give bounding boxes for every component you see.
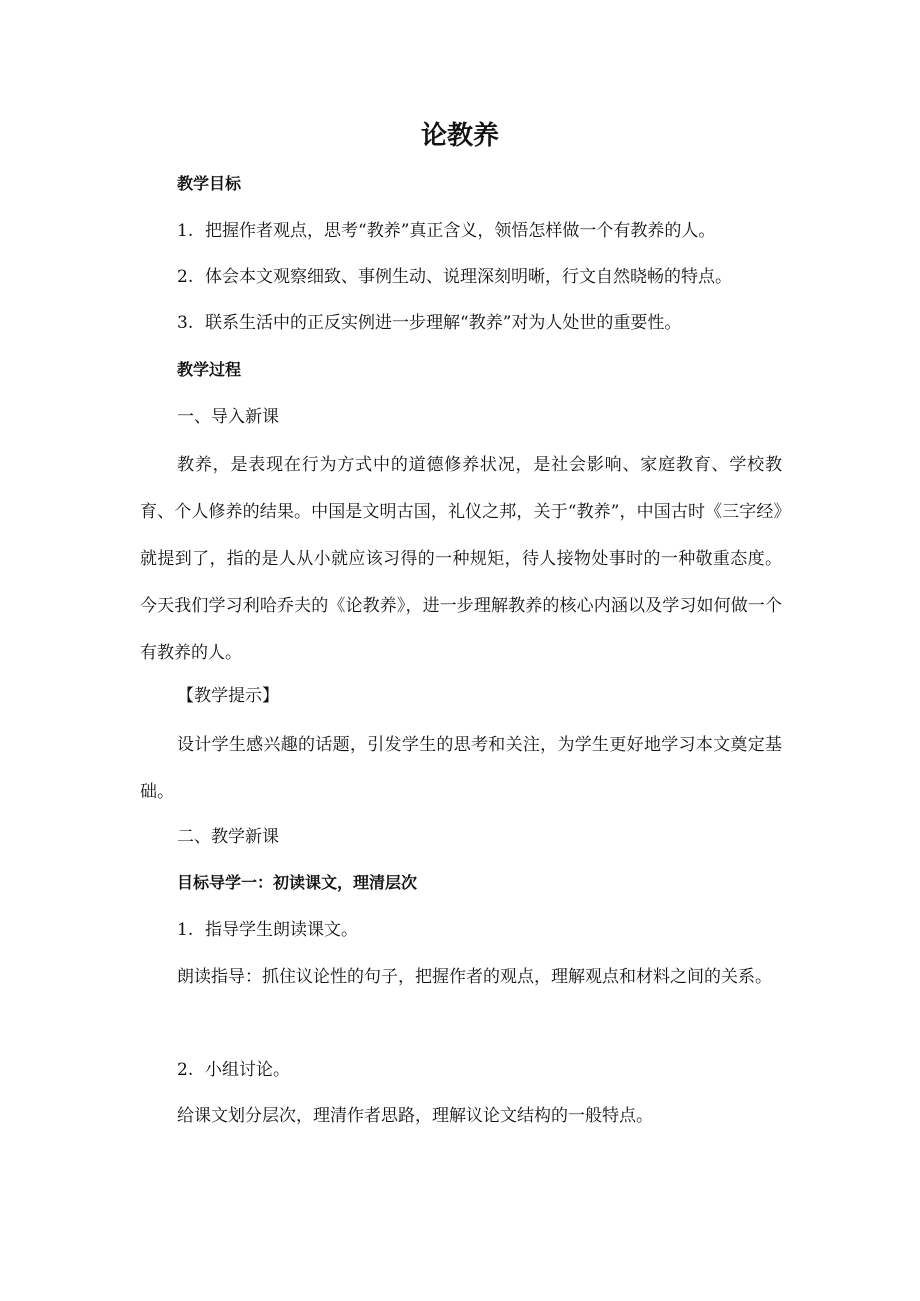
goal-text: 把握作者观点，思考“教养”真正含义，领悟怎样做一个有教养的人。 xyxy=(205,221,716,241)
tip-paragraph: 设计学生感兴趣的话题，引发学生的思考和关注，为学生更好地学习本文奠定基础。 xyxy=(140,735,782,802)
goal-number: 3. xyxy=(177,313,194,333)
goal-item xyxy=(177,309,681,337)
goal-item xyxy=(177,263,732,291)
step-text: 指导学生朗读课文。 xyxy=(205,920,358,940)
part2-heading: 二、教学新课 xyxy=(177,827,279,847)
process-heading: 教学过程 xyxy=(177,360,242,379)
tip-label: 【教学提示】 xyxy=(177,686,279,706)
reading-guide-paragraph: 朗读指导：抓住议论性的句子，把握作者的观点，理解观点和材料之间的关系。 xyxy=(177,967,772,987)
goals-heading: 教学目标 xyxy=(177,174,242,193)
goal-text: 体会本文观察细致、事例生动、说理深刻明晰，行文自然晓畅的特点。 xyxy=(205,267,732,287)
document-title: 论教养 xyxy=(420,121,499,151)
goal-item xyxy=(177,217,715,245)
step2-detail: 给课文划分层次，理清作者思路，理解议论文结构的一般特点。 xyxy=(177,1106,653,1126)
step-item xyxy=(177,916,358,944)
step-item xyxy=(177,1056,290,1084)
goal-text: 联系生活中的正反实例进一步理解“教养”对为人处世的重要性。 xyxy=(205,313,682,333)
step-number: 2. xyxy=(177,1060,194,1080)
step-number: 1. xyxy=(177,920,194,940)
goal-number: 2. xyxy=(177,267,194,287)
intro-paragraph: 教养，是表现在行为方式中的道德修养状况，是社会影响、家庭教育、学校教育、个人修养的结果。中国是文明古国，礼仪之邦，关于“教养”，中国古时《三字经》就提到了，指的是人从小就应该习得的一种规矩，待人接物处事时的一种敬重态度。今天我们学习利哈乔夫的《论教养》，进一步理解教养的核心内涵以及学习如何做一个有教养的人。 xyxy=(140,455,782,663)
goal-number: 1. xyxy=(177,221,194,241)
goal1-heading: 目标导学一：初读课文，理清层次 xyxy=(177,873,418,892)
part1-heading: 一、导入新课 xyxy=(177,407,279,427)
step-text: 小组讨论。 xyxy=(205,1060,290,1080)
